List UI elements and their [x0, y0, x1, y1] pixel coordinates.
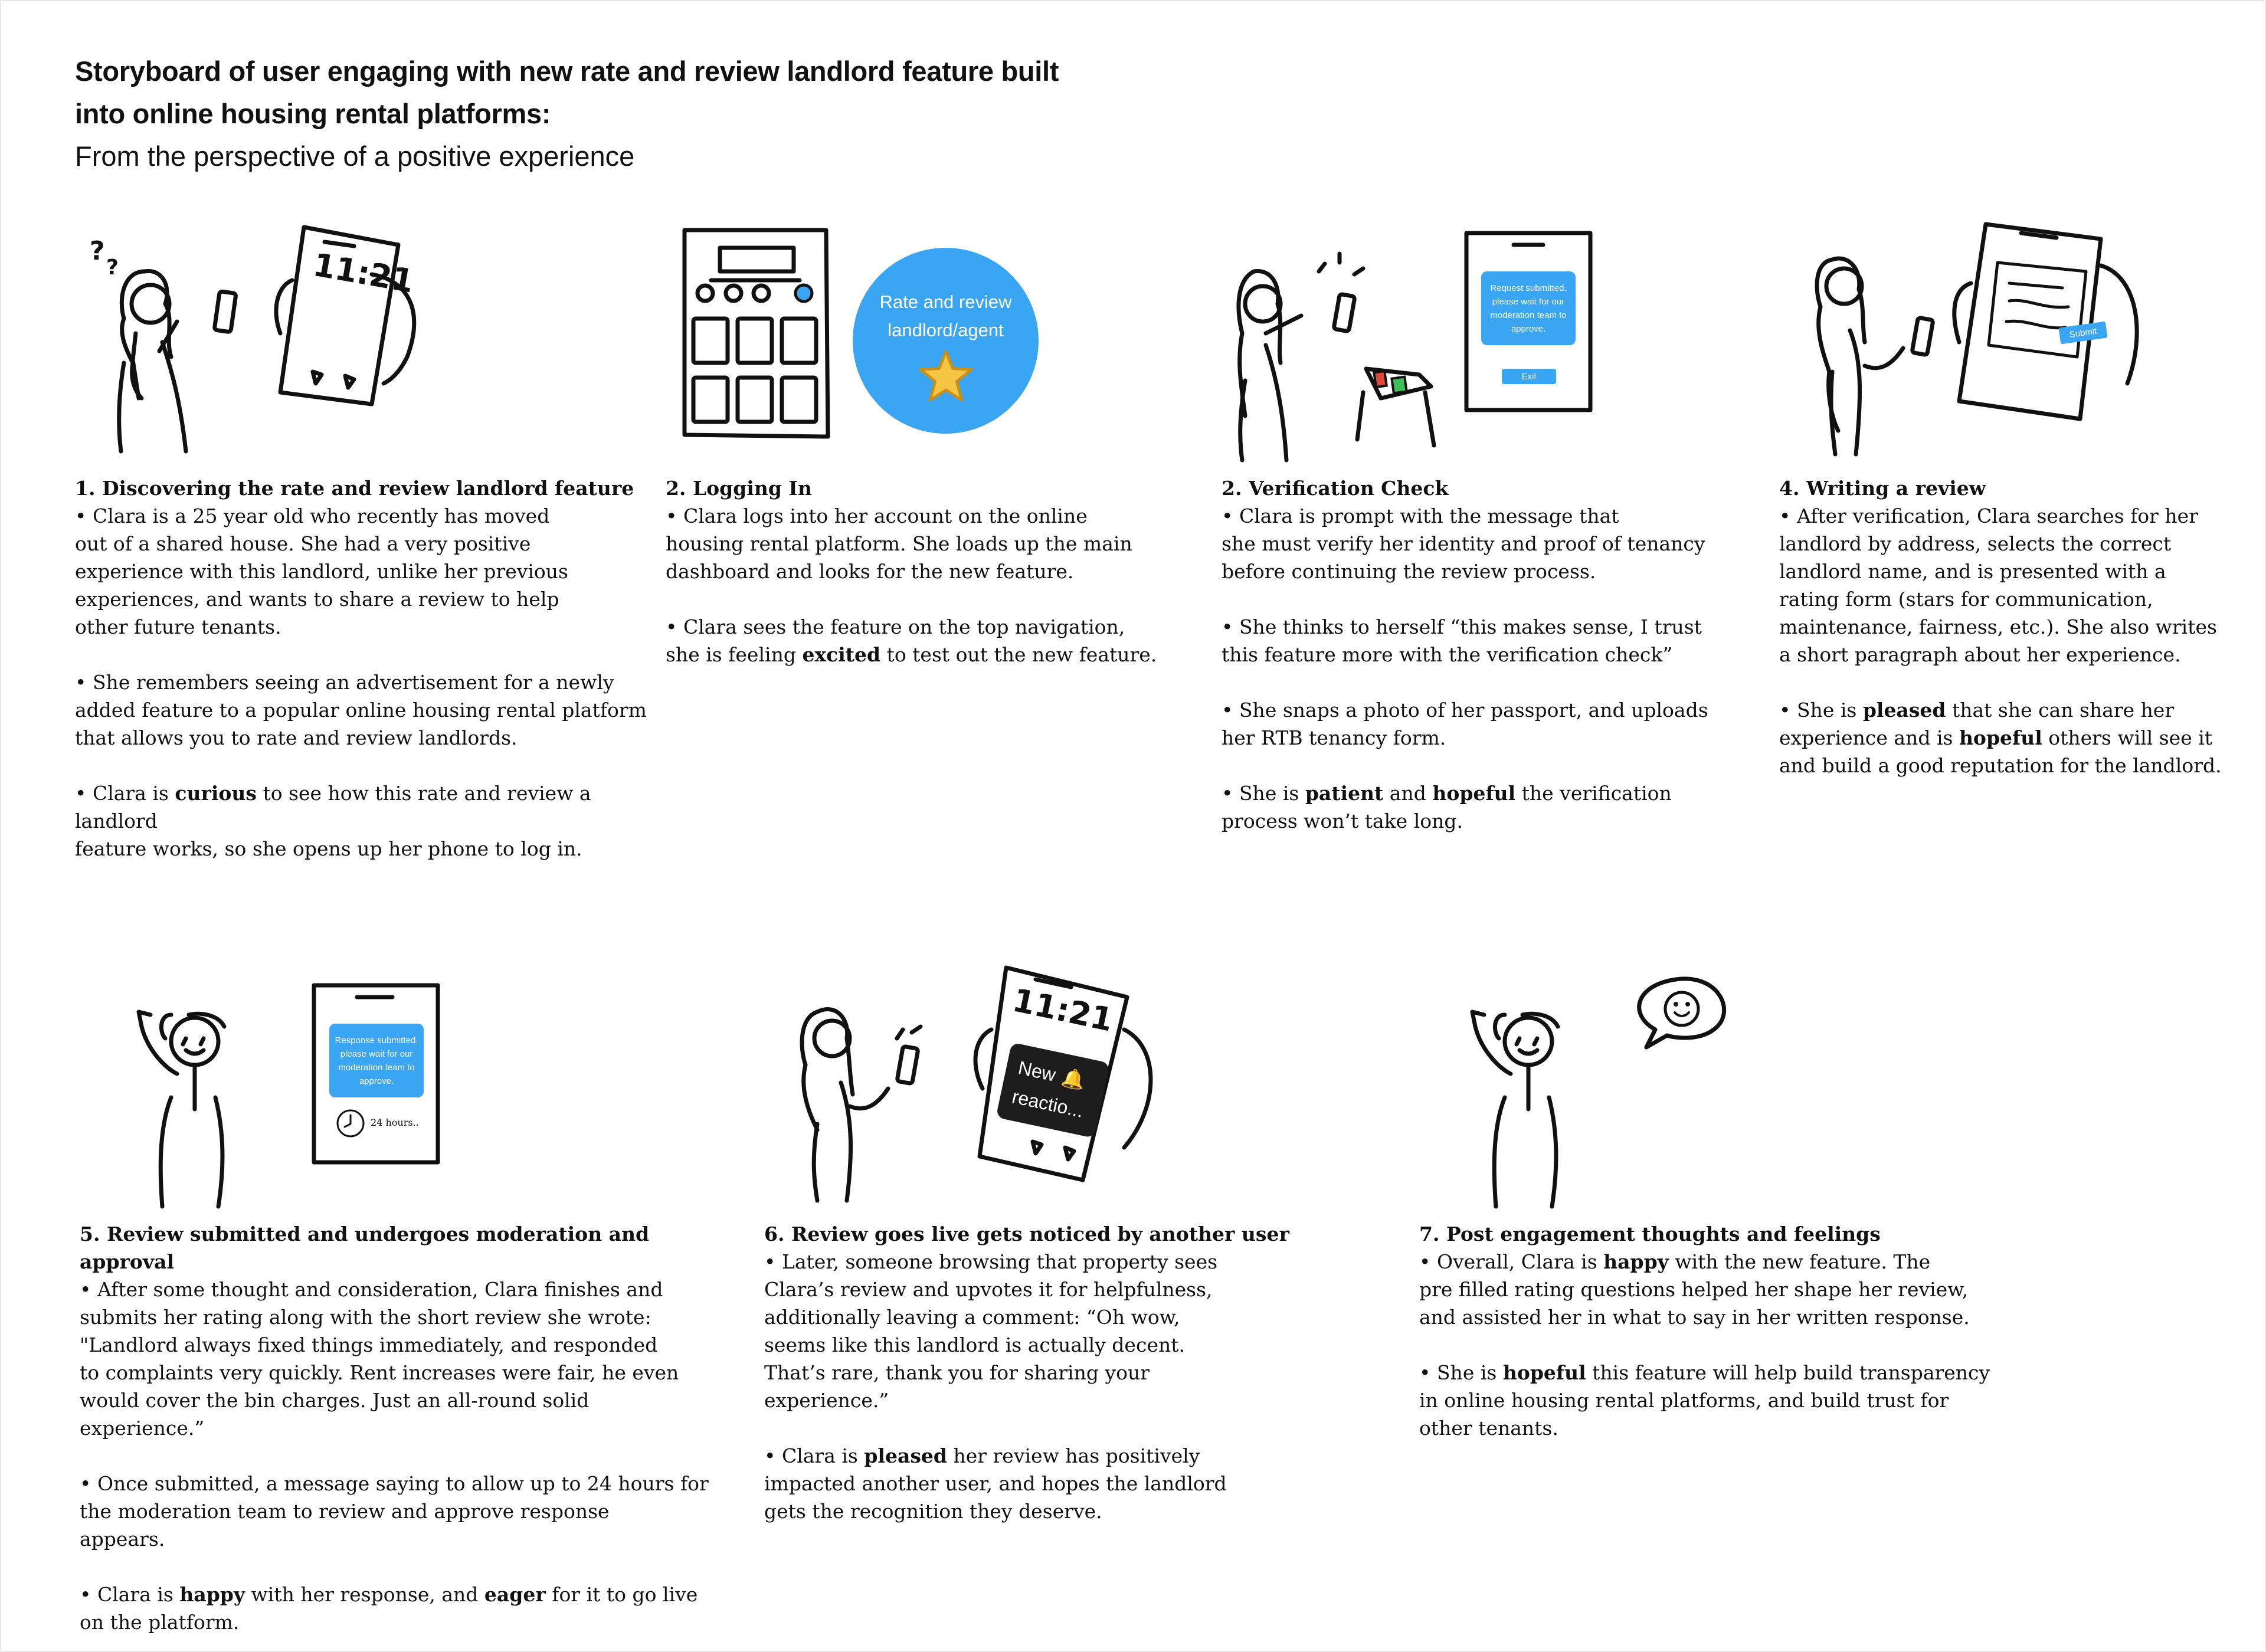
phone-sketch [1954, 224, 2137, 419]
active-dot [795, 285, 812, 301]
illustration-review-submitted [106, 979, 460, 1210]
notification-card [996, 1043, 1110, 1139]
body-line: • After verification, Clara searches for her [1779, 504, 2198, 527]
body-line: experience and is hopeful others will see it [1779, 726, 2213, 749]
bell-icon: 🔔 [1059, 1065, 1088, 1093]
body-line: That’s rare, thank you for sharing your [764, 1361, 1150, 1384]
svg-text:reactio...: reactio... [1010, 1086, 1086, 1122]
panel-5-body [80, 1276, 729, 1636]
body-line: feature works, so she opens up her phone to log in. [75, 837, 582, 860]
panel-6-heading: 6. Review goes live gets noticed by another user [764, 1222, 1289, 1245]
body-line: dashboard and looks for the new feature. [666, 560, 1074, 583]
body-line: pre filled rating questions helped her shape her review, [1419, 1278, 1969, 1301]
body-line: • Overall, Clara is happy with the new feature. The [1419, 1250, 1931, 1273]
body-line: • Clara sees the feature on the top navigation, [666, 615, 1125, 638]
smiley-icon [1639, 979, 1724, 1047]
body-line: gets the recognition they deserve. [764, 1500, 1102, 1523]
body-line: • She is patient and hopeful the verification [1222, 782, 1672, 805]
woman-thumbs-up [139, 1012, 224, 1207]
subtitle: From the perspective of a positive experience [75, 140, 635, 172]
body-line: experience.” [80, 1417, 205, 1440]
panel-4-text [1779, 474, 2251, 779]
title-line-2: into online housing rental platforms: [75, 98, 551, 129]
woman-reviewing [1817, 258, 1933, 454]
body-line: and assisted her in what to say in her written response. [1419, 1306, 1970, 1329]
svg-text:?: ? [90, 236, 105, 266]
body-line: out of a shared house. She had a very positive [75, 532, 531, 555]
body-line: in online housing rental platforms, and build trust for [1419, 1389, 1949, 1412]
paragraph-gap [75, 641, 665, 668]
body-line: experience.” [764, 1389, 889, 1412]
body-line: landlord by address, selects the correct [1779, 532, 2172, 555]
illustration-review-live [794, 959, 1160, 1207]
illustration-writing-review [1809, 218, 2175, 466]
body-line: other tenants. [1419, 1417, 1558, 1440]
body-line: experiences, and wants to share a review to help [75, 588, 559, 611]
paragraph-gap [75, 752, 665, 779]
body-line: other future tenants. [75, 615, 281, 638]
body-line: "Landlord always fixed things immediately, and responded [80, 1333, 658, 1356]
woman-phone [802, 1009, 921, 1201]
panel-2-body [666, 502, 1256, 668]
panel-5-text [80, 1220, 729, 1636]
paragraph-gap [1222, 585, 1812, 613]
body-line: on the platform. [80, 1611, 240, 1634]
submit-button[interactable]: Submit [2058, 322, 2107, 345]
panel-1-heading: 1. Discovering the rate and review landlord feature [75, 477, 634, 500]
panel-7-body [1419, 1248, 2009, 1442]
body-line: the moderation team to review and approve response [80, 1500, 610, 1523]
body-line: • Once submitted, a message saying to allow up to 24 hours for [80, 1472, 709, 1495]
question-marks-icon [90, 236, 119, 280]
verification-message: Request submitted, please wait for our moderation team to approve. [1481, 271, 1576, 345]
panel-1-body [75, 502, 665, 863]
storyboard-title [75, 50, 1255, 178]
body-line: appears. [80, 1528, 165, 1551]
body-line: housing rental platform. She loads up the main [666, 532, 1132, 555]
panel-7-heading: 7. Post engagement thoughts and feelings [1419, 1222, 1881, 1245]
illustration-logging-in [682, 227, 1047, 440]
body-line: • After some thought and consideration, Clara finishes and [80, 1278, 663, 1301]
body-line: landlord name, and is presented with a [1779, 560, 2166, 583]
panel-7-text [1419, 1220, 2009, 1442]
body-line: • Clara is happy with her response, and eager for it to go live [80, 1583, 698, 1606]
body-line: • Clara is a 25 year old who recently has moved [75, 504, 550, 527]
review-form [1989, 263, 2086, 357]
phone-time: 11:21 [310, 245, 417, 300]
star-icon [918, 348, 974, 405]
body-line: • Clara is pleased her review has positively [764, 1444, 1200, 1467]
body-line: • Clara logs into her account on the online [666, 504, 1088, 527]
panel-2-text [666, 474, 1256, 668]
paragraph-gap [80, 1553, 729, 1581]
body-line: her RTB tenancy form. [1222, 726, 1446, 749]
paragraph-gap [666, 585, 1256, 613]
body-line: she is feeling excited to test out the new feature. [666, 643, 1157, 666]
body-line: impacted another user, and hopes the landlord [764, 1472, 1227, 1495]
rate-review-landlord-button[interactable] [853, 248, 1039, 434]
response-message: Response submitted, please wait for our moderation team to approve. [329, 1024, 424, 1097]
wait-time-label: 24 hours.. [371, 1117, 419, 1128]
svg-text:?: ? [106, 255, 119, 280]
body-line: she must verify her identity and proof of tenancy [1222, 532, 1705, 555]
feature-button-label: Rate and review landlord/agent [879, 291, 1012, 340]
woman-figure [119, 271, 236, 451]
phone-time-2: 11:21 [1009, 981, 1116, 1039]
body-line: • She thinks to herself “this makes sense, I trust [1222, 615, 1702, 638]
body-line: submits her rating along with the short review she wrote: [80, 1306, 651, 1329]
panel-6-body [764, 1248, 1354, 1525]
body-line: • She remembers seeing an advertisement for a newly [75, 671, 614, 694]
body-line: experience with this landlord, unlike her previous [75, 560, 568, 583]
paragraph-gap [1419, 1331, 2009, 1359]
body-line: rating form (stars for communication, [1779, 588, 2153, 611]
panel-3-text [1222, 474, 1812, 835]
paragraph-gap [764, 1414, 1354, 1442]
woman-photographing [1239, 254, 1434, 460]
body-line: • Later, someone browsing that property sees [764, 1250, 1218, 1273]
body-line: to complaints very quickly. Rent increases were fair, he even [80, 1361, 679, 1384]
panel-1-text [75, 474, 665, 863]
panel-3-heading: 2. Verification Check [1222, 477, 1449, 500]
body-line: maintenance, fairness, etc.). She also writes [1779, 615, 2217, 638]
body-line: before continuing the review process. [1222, 560, 1596, 583]
illustration-post-engagement [1440, 974, 1747, 1210]
body-line: would cover the bin charges. Just an all-round solid [80, 1389, 590, 1412]
paragraph-gap [80, 1442, 729, 1470]
body-line: seems like this landlord is actually decent. [764, 1333, 1185, 1356]
svg-text:New: New [1016, 1057, 1058, 1086]
paragraph-gap [1779, 668, 2251, 696]
body-line: added feature to a popular online housing rental platform [75, 699, 647, 722]
body-line: additionally leaving a comment: “Oh wow, [764, 1306, 1180, 1329]
title-line-1: Storyboard of user engaging with new rate and review landlord feature built [75, 55, 1059, 87]
exit-button[interactable]: Exit [1502, 369, 1556, 384]
body-line: • Clara is curious to see how this rate and review a landlord [75, 782, 591, 832]
dashboard-sketch [685, 230, 828, 437]
body-line: this feature more with the verification check” [1222, 643, 1673, 666]
clock-icon [335, 1108, 366, 1139]
illustration-verification [1230, 227, 1602, 463]
body-line: a short paragraph about her experience. [1779, 643, 2181, 666]
illustration-discovering [77, 215, 478, 463]
panel-4-body [1779, 502, 2251, 779]
body-line: • Clara is prompt with the message that [1222, 504, 1619, 527]
panel-6-text [764, 1220, 1354, 1525]
body-line: that allows you to rate and review landlords. [75, 726, 518, 749]
panel-2-heading: 2. Logging In [666, 477, 812, 500]
body-line: Clara’s review and upvotes it for helpfulness, [764, 1278, 1213, 1301]
body-line: • She is pleased that she can share her [1779, 699, 2175, 722]
paragraph-gap [1222, 668, 1812, 696]
body-line: • She snaps a photo of her passport, and uploads [1222, 699, 1708, 722]
body-line: process won’t take long. [1222, 809, 1463, 832]
woman-thumbs-up [1472, 1012, 1558, 1207]
panel-5-heading: 5. Review submitted and undergoes moderation and approval [80, 1222, 650, 1273]
body-line: • She is hopeful this feature will help build transparency [1419, 1361, 1990, 1384]
panel-4-heading: 4. Writing a review [1779, 477, 1986, 500]
paragraph-gap [1222, 752, 1812, 779]
body-line: and build a good reputation for the landlord. [1779, 754, 2222, 777]
panel-3-body [1222, 502, 1812, 835]
